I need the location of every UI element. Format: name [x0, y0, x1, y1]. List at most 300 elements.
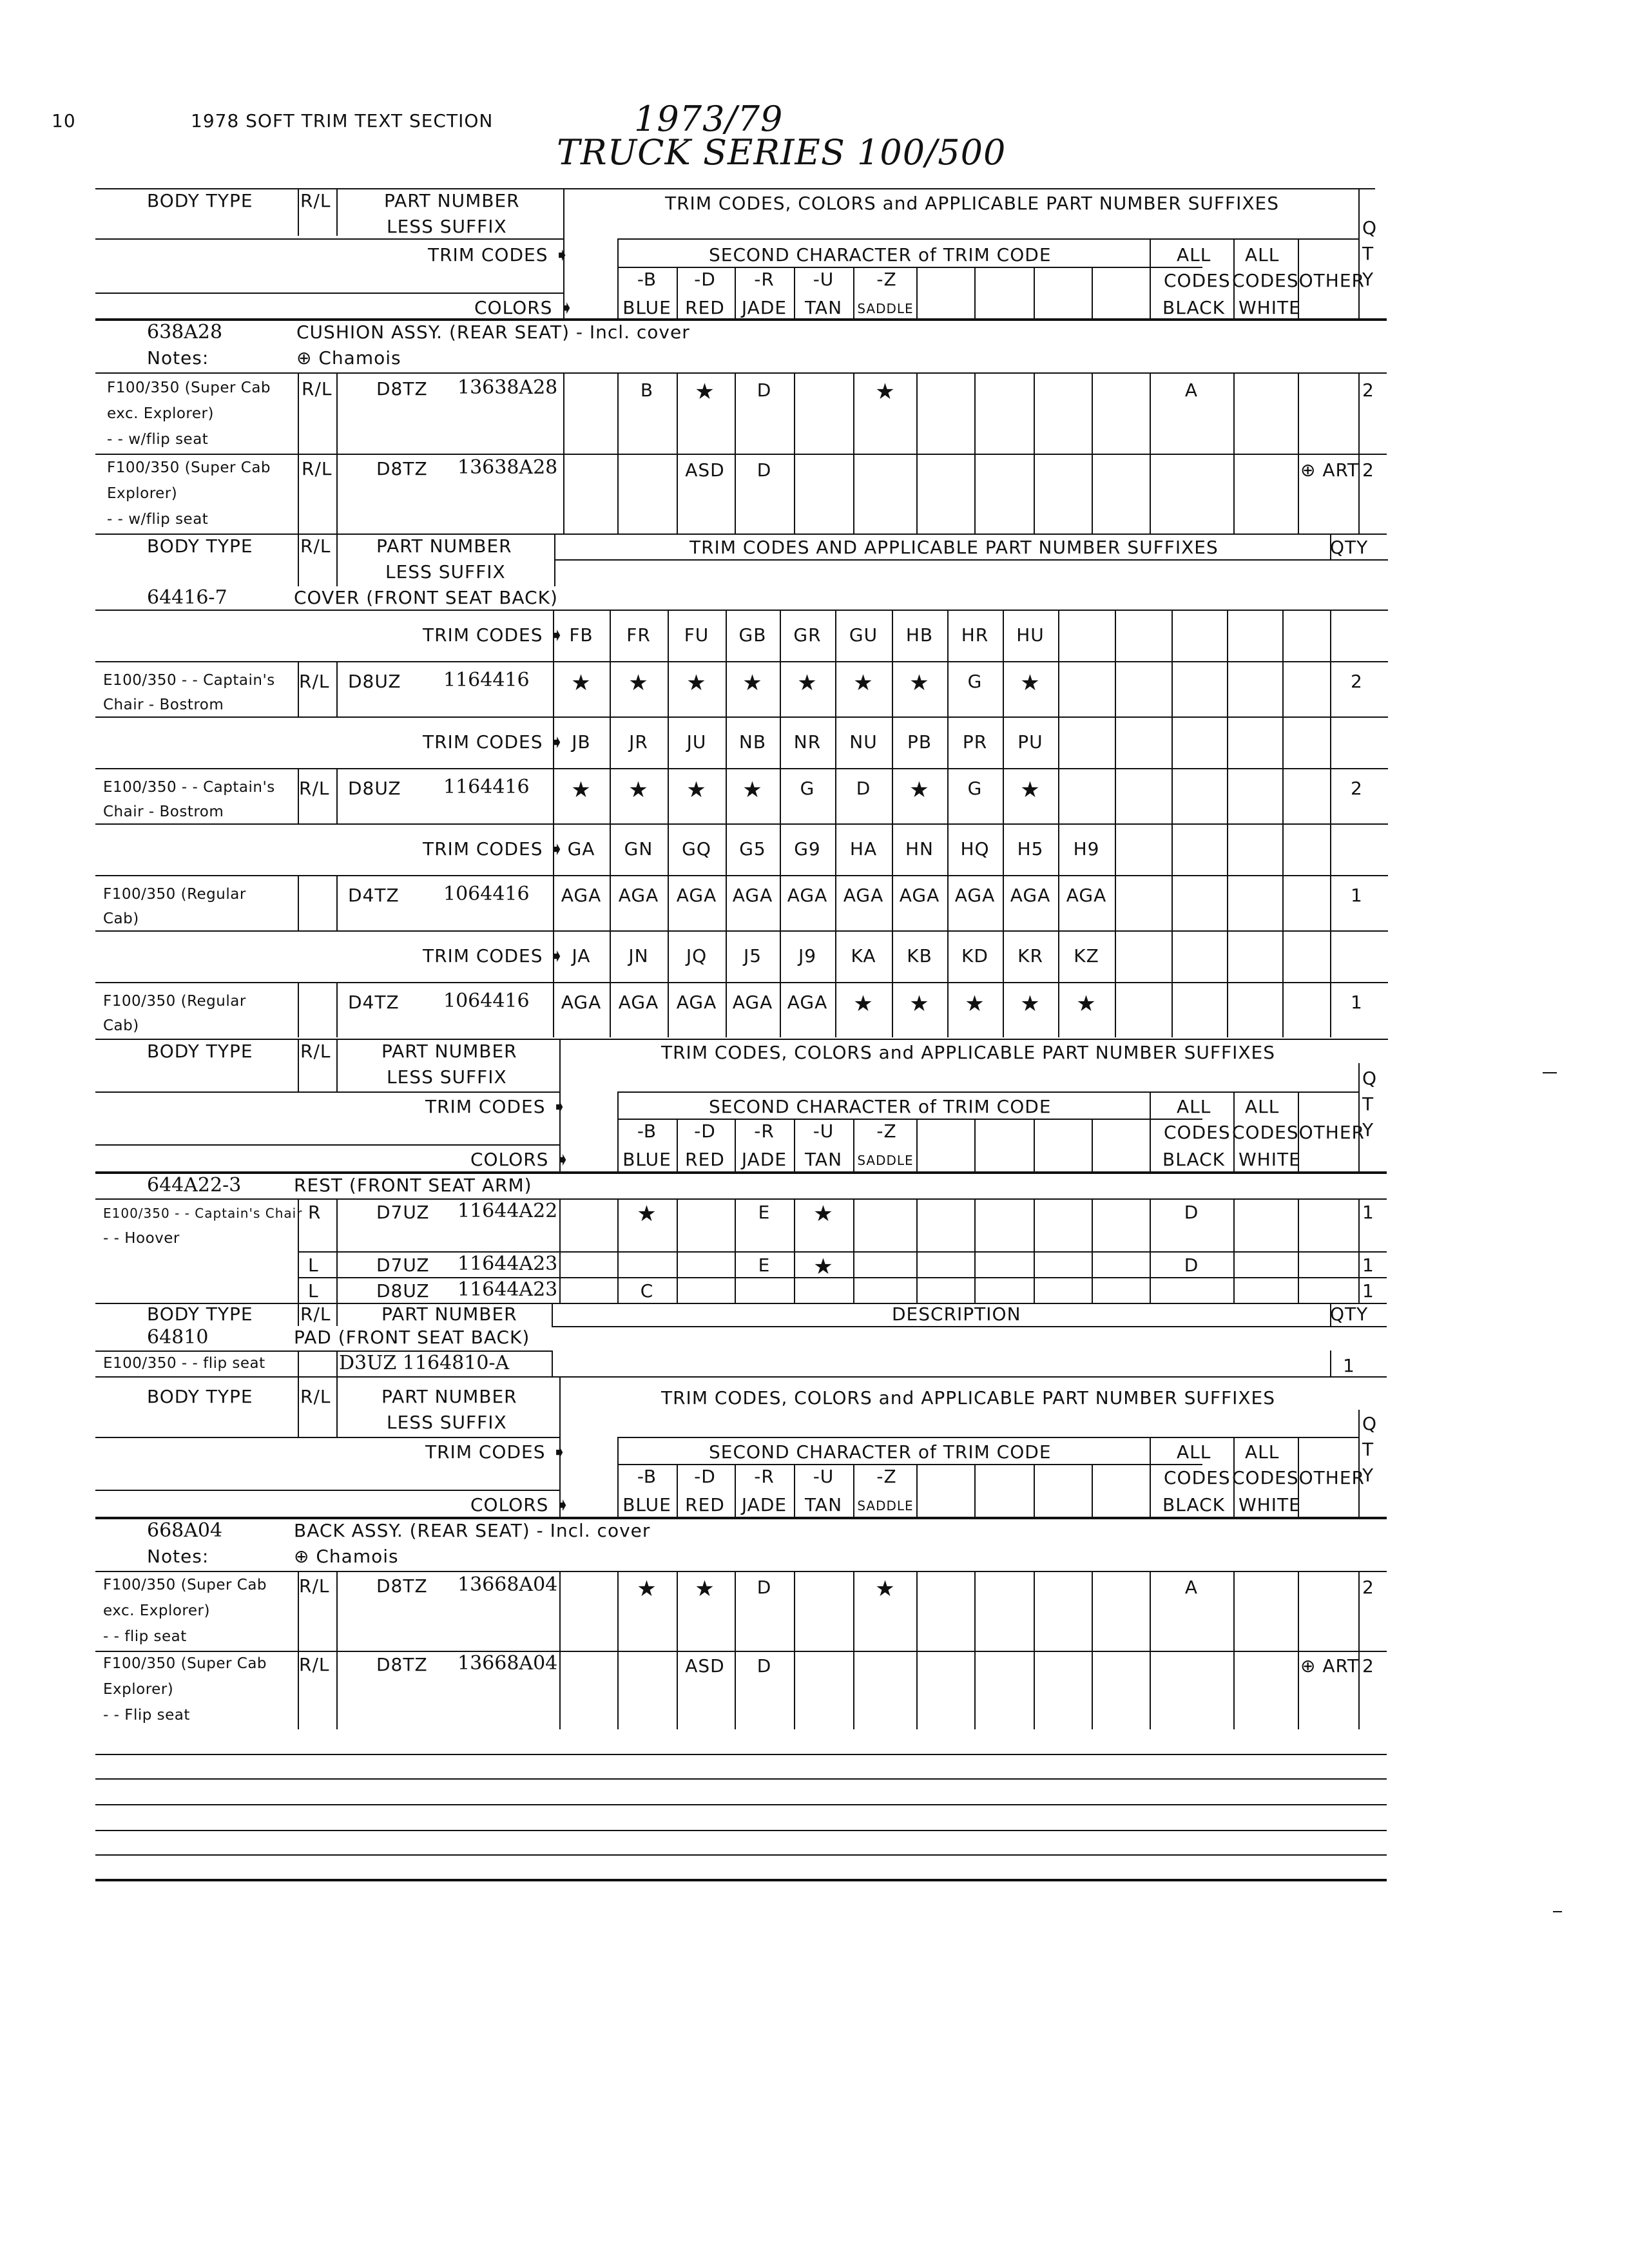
suffix-cell: AGA	[954, 885, 996, 906]
suffix-cell: AGA	[676, 992, 717, 1013]
trim-code-cell: JU	[686, 731, 707, 753]
rule	[1150, 1571, 1151, 1729]
page-number: 10	[52, 110, 76, 131]
rule	[553, 982, 554, 1037]
rule	[853, 1119, 854, 1171]
body-type-header: BODY TYPE	[147, 1041, 253, 1062]
rule	[668, 768, 669, 823]
rule	[617, 238, 1358, 240]
trim-code-cell: GQ	[682, 838, 711, 860]
qty-q: Q	[1362, 1413, 1378, 1434]
rule	[1298, 1198, 1299, 1303]
rule	[974, 1119, 976, 1171]
suffix-cell: AGA	[732, 885, 773, 906]
rule	[1058, 930, 1059, 982]
rule	[617, 238, 619, 318]
rule	[298, 1376, 299, 1437]
suffix-r: D	[757, 1577, 772, 1598]
part-number: 1064416	[443, 883, 530, 905]
suffix-cell: AGA	[787, 885, 828, 906]
qty-t: T	[1362, 1093, 1374, 1115]
suffix-cell: D	[856, 778, 871, 799]
color-saddle: SADDLE	[857, 1153, 914, 1168]
trim-code-cell: FR	[626, 624, 651, 646]
trim-code-cell: H9	[1073, 838, 1100, 860]
rule	[1358, 1571, 1360, 1729]
suffix-black: D	[1184, 1254, 1199, 1276]
code-r: -R	[754, 269, 775, 290]
rule	[553, 875, 554, 930]
rule	[617, 1119, 1202, 1120]
rule	[95, 1171, 1387, 1174]
rule	[554, 559, 1388, 561]
part-number: 1064416	[443, 990, 530, 1012]
rule	[336, 188, 338, 236]
code-d: -D	[694, 1120, 716, 1142]
trim-code-cell: HU	[1016, 624, 1045, 646]
rule	[726, 610, 727, 661]
trim-code-cell: G9	[794, 838, 821, 860]
body-type: - - w/flip seat	[107, 431, 209, 448]
rule	[553, 823, 554, 875]
rule	[298, 1303, 299, 1326]
rule	[1282, 661, 1284, 716]
rule	[298, 533, 299, 586]
notes-label: Notes:	[147, 347, 209, 369]
rule	[853, 1464, 854, 1517]
rule	[780, 982, 781, 1037]
rl-value: L	[308, 1254, 319, 1276]
description-header: DESCRIPTION	[892, 1303, 1021, 1325]
code-r: -R	[754, 1466, 775, 1487]
qty-value: 1	[1362, 1280, 1374, 1302]
rule	[835, 930, 836, 982]
trim-code-cell: JN	[628, 945, 649, 966]
suffix-cell: ★	[909, 991, 930, 1017]
part-number: 1164416	[443, 669, 530, 691]
trim-colors-header: TRIM CODES, COLORS and APPLICABLE PART NUMBER SUFFIXES	[665, 193, 1280, 214]
rule	[1330, 930, 1331, 982]
part-number-header: PART NUMBER	[381, 1303, 517, 1325]
rule	[1115, 661, 1116, 716]
rule	[95, 454, 1387, 455]
part-base-number: 644A22-3	[147, 1174, 242, 1196]
second-char-header: SECOND CHARACTER of TRIM CODE	[709, 1096, 1052, 1117]
body-type: Explorer)	[107, 485, 178, 502]
body-type: F100/350 (Regular	[103, 993, 246, 1010]
color-blue: BLUE	[622, 1149, 671, 1170]
rule	[1171, 982, 1173, 1037]
rule	[947, 610, 949, 661]
rule	[835, 982, 836, 1037]
rule	[1150, 372, 1151, 533]
rl-header: R/L	[300, 1041, 331, 1062]
suffix-d: ASD	[685, 1655, 725, 1677]
body-type: - - flip seat	[103, 1628, 187, 1645]
rule	[1298, 238, 1299, 318]
part-base-number: 64416-7	[147, 586, 227, 609]
rule	[1330, 1350, 1331, 1376]
rule	[95, 610, 1388, 611]
trim-codes-label: TRIM CODES ➧	[428, 244, 570, 265]
rule	[853, 372, 854, 533]
rule	[1358, 1063, 1360, 1171]
rule	[892, 661, 893, 716]
rule	[1058, 716, 1059, 768]
trim-codes-label: TRIM CODES ➧	[423, 731, 565, 753]
trim-code-cell: JR	[629, 731, 648, 753]
rule	[95, 1778, 1387, 1780]
code-b: -B	[637, 1120, 657, 1142]
suffix-black: A	[1184, 1577, 1199, 1598]
part-number: 13668A04	[458, 1573, 558, 1596]
trim-code-cell: JA	[572, 945, 591, 966]
rule	[1227, 823, 1228, 875]
trim-code-cell: FU	[684, 624, 709, 646]
rule	[780, 930, 781, 982]
body-type: F100/350 (Regular	[103, 886, 246, 903]
rule	[1171, 768, 1173, 823]
rule	[298, 1198, 299, 1303]
qty-value: 2	[1351, 671, 1363, 692]
rule	[95, 238, 564, 240]
rule	[1282, 930, 1284, 982]
rule	[617, 1464, 1202, 1465]
rule	[617, 267, 1202, 268]
rule	[1003, 768, 1004, 823]
suffix-cell: AGA	[676, 885, 717, 906]
rule	[1092, 267, 1093, 318]
rl-value: R/L	[302, 378, 333, 399]
rule	[1233, 372, 1235, 533]
qty-y: Y	[1362, 1465, 1374, 1486]
rule	[677, 267, 678, 318]
trim-colors-header: TRIM CODES, COLORS and APPLICABLE PART NUMBER SUFFIXES	[661, 1387, 1276, 1408]
part-number-header: PART NUMBER	[381, 1041, 517, 1062]
body-type: F100/350 (Super Cab	[107, 459, 271, 476]
qty-q: Q	[1362, 1068, 1378, 1089]
part-prefix: D8TZ	[376, 458, 428, 479]
suffix-black: A	[1184, 380, 1199, 401]
qty-value: 1	[1343, 1355, 1355, 1376]
suffix-cell: ★	[742, 670, 763, 696]
rule	[1282, 768, 1284, 823]
rule	[916, 1198, 918, 1303]
rule	[1330, 823, 1331, 875]
part-prefix: D4TZ	[348, 885, 400, 906]
part-number: 13638A28	[458, 376, 558, 399]
rule	[95, 661, 1388, 662]
rule	[610, 661, 611, 716]
part-number: 11644A23	[458, 1278, 558, 1301]
rule	[835, 610, 836, 661]
rule	[1227, 716, 1228, 768]
rule	[1358, 1410, 1360, 1517]
suffix-u: ★	[813, 1201, 834, 1227]
colors-label: COLORS ➧	[470, 1494, 571, 1515]
rule	[974, 1571, 976, 1729]
rule	[95, 188, 1375, 189]
trim-code-cell: PR	[962, 731, 988, 753]
rule	[677, 372, 678, 533]
rule	[95, 1651, 1387, 1652]
rule	[1115, 982, 1116, 1037]
rule	[1282, 610, 1284, 661]
rule	[892, 610, 893, 661]
suffix-d: ★	[695, 379, 715, 405]
rule	[780, 875, 781, 930]
qty-value: 1	[1351, 992, 1363, 1013]
rule	[1233, 1571, 1235, 1729]
suffix-d: ★	[695, 1576, 715, 1602]
rule	[553, 716, 554, 768]
rule	[1003, 716, 1004, 768]
rule	[947, 716, 949, 768]
margin-mark	[1553, 1911, 1562, 1912]
rule	[95, 1376, 1387, 1378]
rule	[1358, 188, 1360, 318]
color-saddle: SADDLE	[857, 1498, 914, 1514]
section-title: 1978 SOFT TRIM TEXT SECTION	[191, 110, 494, 131]
body-type: E100/350 - - Captain's	[103, 672, 275, 689]
suffix-cell: G	[967, 671, 983, 692]
rule	[1115, 610, 1116, 661]
rule	[610, 716, 611, 768]
rule	[1034, 267, 1035, 318]
trim-code-cell: HA	[849, 838, 878, 860]
rule	[1298, 1091, 1299, 1171]
rule	[1298, 1571, 1299, 1729]
rl-header: R/L	[300, 1303, 331, 1325]
part-number-header: PART NUMBER	[376, 535, 512, 557]
rule	[677, 1571, 678, 1729]
rule	[794, 267, 795, 318]
rule	[1330, 716, 1331, 768]
rule	[916, 372, 918, 533]
part-prefix: D8UZ	[348, 778, 401, 799]
color-tan: TAN	[804, 1494, 843, 1515]
rule	[735, 267, 736, 318]
rule	[668, 930, 669, 982]
part-base-number: 638A28	[147, 321, 223, 343]
trim-code-cell: PU	[1017, 731, 1043, 753]
rule	[95, 1754, 1387, 1755]
rule	[1092, 372, 1093, 533]
suffix-z: ★	[875, 379, 896, 405]
all-label: ALL	[1245, 244, 1280, 265]
rule	[95, 875, 1388, 876]
rl-value: R/L	[299, 671, 330, 692]
rule	[780, 716, 781, 768]
rule	[1058, 875, 1059, 930]
trim-code-cell: J9	[798, 945, 817, 966]
part-prefix: D7UZ	[376, 1202, 430, 1223]
rule	[1282, 982, 1284, 1037]
rule	[677, 1198, 678, 1303]
suffix-cell: ★	[742, 777, 763, 803]
rule	[95, 1144, 559, 1146]
suffix-cell: AGA	[561, 992, 602, 1013]
rule	[95, 982, 1388, 983]
rule	[853, 267, 854, 318]
rule	[1358, 1198, 1360, 1303]
rule	[1034, 1571, 1035, 1729]
rule	[610, 823, 611, 875]
rule	[853, 1571, 854, 1729]
body-type: F100/350 (Super Cab	[103, 1655, 267, 1672]
rule	[726, 661, 727, 716]
trim-code-cell: GB	[738, 624, 767, 646]
rule	[336, 1039, 338, 1091]
rule	[95, 1804, 1387, 1805]
rule	[668, 875, 669, 930]
rule	[1330, 768, 1331, 823]
rule	[947, 768, 949, 823]
rule	[1034, 1464, 1035, 1517]
color-blue: BLUE	[622, 297, 671, 318]
all-label: ALL	[1177, 1441, 1211, 1463]
suffix-cell: G	[800, 778, 815, 799]
rule	[794, 1571, 795, 1729]
rl-value: R/L	[299, 1654, 330, 1675]
rule	[298, 1039, 299, 1091]
code-b: -B	[637, 1466, 657, 1487]
qty-value: 2	[1362, 1655, 1374, 1677]
rule	[617, 1091, 1358, 1093]
rule	[610, 610, 611, 661]
notes-chamois: ⊕ Chamois	[296, 347, 401, 369]
trim-code-cell: KB	[907, 945, 932, 966]
body-type: Explorer)	[103, 1681, 174, 1698]
less-suffix-header: LESS SUFFIX	[387, 1412, 507, 1433]
rule	[668, 716, 669, 768]
body-type-header: BODY TYPE	[147, 1303, 253, 1325]
rule	[726, 823, 727, 875]
suffix-r: D	[757, 459, 772, 481]
qty-value: 2	[1362, 459, 1374, 481]
body-type: F100/350 (Super Cab	[107, 380, 271, 396]
rule	[892, 875, 893, 930]
rule	[735, 1464, 736, 1517]
trim-code-cell: NB	[738, 731, 767, 753]
rule	[336, 372, 338, 533]
rule	[1233, 1091, 1235, 1171]
suffix-cell: ★	[628, 777, 649, 803]
body-type: Chair - Bostrom	[103, 803, 224, 820]
part-prefix: D8UZ	[376, 1280, 430, 1302]
part-number: 1164416	[443, 776, 530, 798]
suffix-cell: AGA	[618, 885, 659, 906]
part-prefix: D8TZ	[376, 1575, 428, 1597]
rule	[95, 1490, 559, 1491]
trim-colors-header: TRIM CODES, COLORS and APPLICABLE PART NUMBER SUFFIXES	[661, 1042, 1276, 1063]
trim-code-cell: KZ	[1074, 945, 1099, 966]
suffix-cell: AGA	[561, 885, 602, 906]
rule	[1330, 982, 1331, 1037]
rule	[298, 372, 299, 533]
rule	[552, 1303, 553, 1326]
rule	[677, 1119, 678, 1171]
suffix-b: B	[640, 380, 654, 401]
qty-value: 1	[1362, 1254, 1374, 1276]
color-red: RED	[685, 1494, 725, 1515]
suffix-r: D	[757, 1655, 772, 1677]
qty-value: 1	[1351, 885, 1363, 906]
rule	[1058, 823, 1059, 875]
qty-y: Y	[1362, 1119, 1374, 1140]
part-number: 13668A04	[458, 1652, 558, 1675]
codes-other-label: CODESOTHER	[1232, 270, 1365, 291]
rule	[95, 823, 1388, 825]
series-title: TRUCK SERIES 100/500	[557, 132, 1007, 173]
rule	[1282, 823, 1284, 875]
code-r: -R	[754, 1120, 775, 1142]
rule	[735, 372, 736, 533]
less-suffix-header: LESS SUFFIX	[387, 216, 507, 237]
less-suffix-header: LESS SUFFIX	[385, 561, 506, 582]
suffix-d: ASD	[685, 459, 725, 481]
suffix-r: D	[757, 380, 772, 401]
color-black: BLACK	[1162, 297, 1226, 318]
trim-code-cell: H5	[1017, 838, 1044, 860]
qty-value: 1	[1362, 1202, 1374, 1223]
rule	[780, 768, 781, 823]
rl-value: R	[308, 1202, 322, 1223]
rule	[916, 1571, 918, 1729]
suffix-cell: ★	[571, 670, 592, 696]
code-u: -U	[813, 1120, 834, 1142]
trim-code-cell: NU	[849, 731, 878, 753]
codes-other-label: CODESOTHER	[1232, 1467, 1365, 1488]
suffix-cell: ★	[1076, 991, 1097, 1017]
trim-code-cell: HR	[961, 624, 989, 646]
trim-code-cell: GU	[849, 624, 878, 646]
trim-code-cell: GR	[793, 624, 822, 646]
rule	[1115, 823, 1116, 875]
rule	[617, 1437, 619, 1517]
rule	[1171, 930, 1173, 982]
rule	[974, 1464, 976, 1517]
rule	[835, 716, 836, 768]
trim-code-cell: KD	[961, 945, 988, 966]
suffix-cell: ★	[686, 777, 707, 803]
qty-header: QTY	[1330, 1303, 1369, 1325]
rule	[95, 768, 1388, 769]
codes-other-label: CODESOTHER	[1232, 1122, 1365, 1143]
rule	[298, 1350, 299, 1376]
rule	[1003, 823, 1004, 875]
trim-codes-label: TRIM CODES ➧	[423, 624, 565, 646]
rule	[95, 1039, 1388, 1040]
rule	[617, 1198, 619, 1303]
rule	[794, 1198, 795, 1303]
body-type: Cab)	[103, 910, 139, 927]
rule	[563, 372, 564, 533]
rule	[610, 930, 611, 982]
part-number: 11644A23	[458, 1253, 558, 1275]
second-char-header: SECOND CHARACTER of TRIM CODE	[709, 1441, 1052, 1463]
less-suffix-header: LESS SUFFIX	[387, 1066, 507, 1088]
rule	[1115, 875, 1116, 930]
color-tan: TAN	[804, 297, 843, 318]
rule	[95, 1854, 1387, 1856]
trim-code-cell: JB	[572, 731, 591, 753]
rl-value: R/L	[299, 1575, 330, 1597]
rule	[336, 768, 338, 823]
trim-code-cell: KR	[1017, 945, 1043, 966]
part-base-number: 668A04	[147, 1519, 223, 1542]
rule	[726, 768, 727, 823]
